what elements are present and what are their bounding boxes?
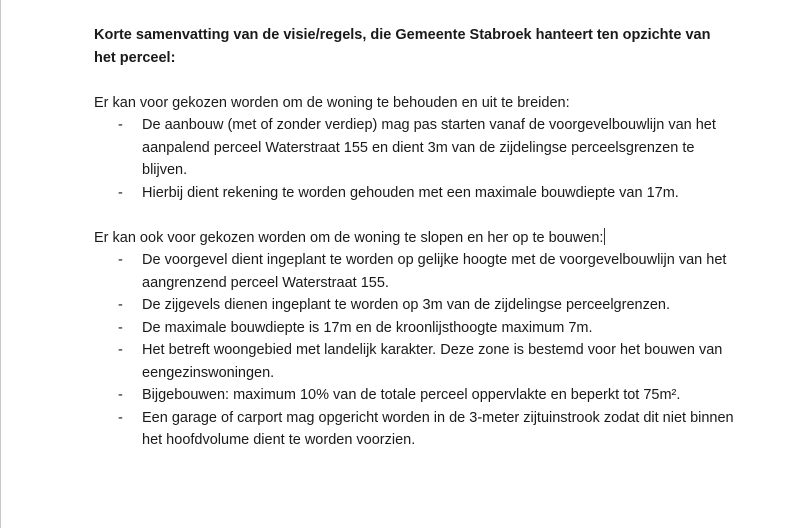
- section2-intro-text: Er kan ook voor gekozen worden om de woning te slopen en her op te bouwen:: [94, 229, 604, 246]
- list-item-text: Een garage of carport mag opgericht worden in de 3-meter zijtuinstrook zodat dit niet binnen het hoofdvolume dient te worden voorzien.: [142, 409, 734, 448]
- list-item: [94, 407, 734, 452]
- document-body[interactable]: [94, 24, 734, 452]
- list-item: [94, 249, 734, 294]
- section1-list: [94, 114, 734, 204]
- section2-list: [94, 249, 734, 452]
- list-item: [94, 339, 734, 384]
- list-item: [94, 384, 734, 407]
- bullet-dash: -: [118, 387, 123, 403]
- bullet-dash: -: [118, 409, 123, 426]
- bullet-dash: -: [118, 117, 123, 133]
- bullet-dash: -: [118, 184, 123, 201]
- section2-intro: [94, 227, 734, 250]
- list-item: [94, 114, 734, 182]
- list-item: [94, 182, 734, 205]
- list-item-text: Het betreft woongebied met landelijk karakter. Deze zone is bestemd voor het bouwen van eengezinswoningen.: [142, 342, 723, 381]
- list-item-text: De zijgevels dienen ingeplant te worden op 3m van de zijdelingse perceelgrenzen.: [142, 297, 670, 313]
- list-item-text: De aanbouw (met of zonder verdiep) mag pas starten vanaf de voorgevelbouwlijn van het aanpalend perceel Waterstraat 155 en dient 3m van de zijdelingse perceelsgrenzen te blijven.: [142, 117, 716, 178]
- bullet-dash: -: [118, 319, 123, 336]
- list-item-text: Hierbij dient rekening te worden gehouden met een maximale bouwdiepte van 17m.: [142, 184, 679, 201]
- page-left-border: [0, 0, 1, 528]
- list-item: [94, 294, 734, 317]
- bullet-dash: -: [118, 297, 123, 313]
- list-item-text: De maximale bouwdiepte is 17m en de kroonlijsthoogte maximum 7m.: [142, 319, 593, 336]
- list-item-text: De voorgevel dient ingeplant te worden op gelijke hoogte met de voorgevelbouwlijn van het aangrenzend perceel Waterstraat 155.: [142, 252, 727, 291]
- text-cursor: [604, 228, 605, 245]
- blank-line: [94, 69, 734, 92]
- bullet-dash: -: [118, 342, 123, 358]
- bullet-dash: -: [118, 252, 123, 268]
- blank-line: [94, 204, 734, 227]
- document-heading: Korte samenvatting van de visie/regels, die Gemeente Stabroek hanteert ten opzichte van het perceel:: [94, 27, 711, 66]
- list-item: [94, 317, 734, 340]
- section1-intro: Er kan voor gekozen worden om de woning te behouden en uit te breiden:: [94, 94, 570, 111]
- list-item-text: Bijgebouwen: maximum 10% van de totale perceel oppervlakte en beperkt tot 75m².: [142, 387, 681, 403]
